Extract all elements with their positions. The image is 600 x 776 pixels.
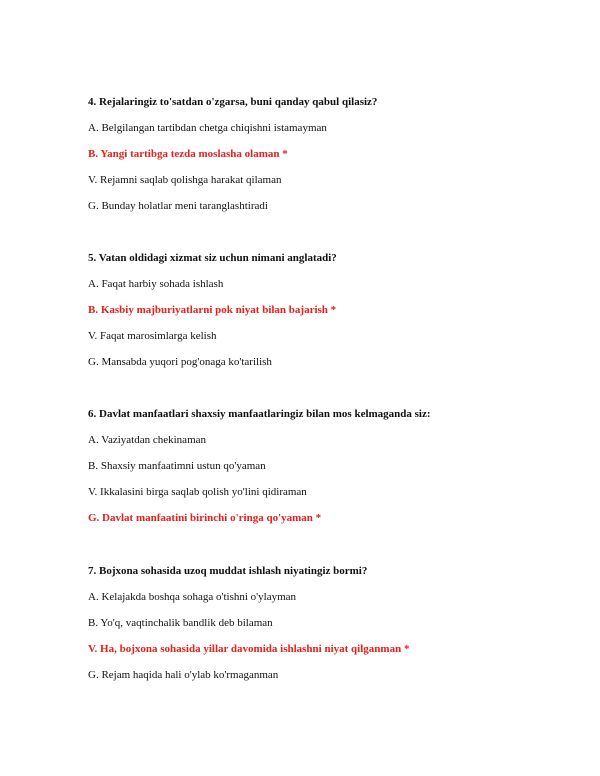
option-b: B. Shaxsiy manfaatimni ustun qo'yaman — [88, 460, 266, 472]
option-g: G. Bunday holatlar meni taranglashtiradi — [88, 200, 268, 212]
option-v: V. Ikkalasini birga saqlab qolish yo'lini qidiraman — [88, 486, 307, 498]
question-title: 6. Davlat manfaatlari shaxsiy manfaatlaringiz bilan mos kelmaganda siz: — [88, 408, 431, 420]
option-g-correct: G. Davlat manfaatini birinchi o'ringa qo'yaman * — [88, 512, 322, 524]
question-title: 5. Vatan oldidagi xizmat siz uchun nimani anglatadi? — [88, 252, 337, 264]
option-g: G. Mansabda yuqori pog'onaga ko'tarilish — [88, 356, 272, 368]
question-7 — [88, 564, 568, 682]
question-title: 7. Bojxona sohasida uzoq muddat ishlash niyatingiz bormi? — [88, 565, 368, 577]
option-g: G. Rejam haqida hali o'ylab ko'rmaganman — [88, 669, 279, 681]
option-v: V. Rejamni saqlab qolishga harakat qilaman — [88, 174, 282, 186]
question-6 — [88, 407, 568, 525]
question-4 — [88, 95, 568, 213]
option-a: A. Kelajakda boshqa sohaga o'tishni o'ylayman — [88, 591, 297, 603]
question-5 — [88, 251, 568, 369]
option-a: A. Belgilangan tartibdan chetga chiqishni istamayman — [88, 122, 327, 134]
option-v: V. Faqat marosimlarga kelish — [88, 330, 217, 342]
question-title: 4. Rejalaringiz to'satdan o'zgarsa, buni qanday qabul qilasiz? — [88, 96, 378, 108]
option-b: B. Yo'q, vaqtinchalik bandlik deb bilaman — [88, 617, 273, 629]
option-b-correct: B. Yangi tartibga tezda moslasha olaman * — [88, 148, 288, 160]
option-b-correct: B. Kasbiy majburiyatlarni pok niyat bilan bajarish * — [88, 304, 337, 316]
option-a: A. Vaziyatdan chekinaman — [88, 434, 207, 446]
option-v-correct: V. Ha, bojxona sohasida yillar davomida ishlashni niyat qilganman * — [88, 643, 410, 655]
option-a: A. Faqat harbiy sohada ishlash — [88, 278, 224, 290]
